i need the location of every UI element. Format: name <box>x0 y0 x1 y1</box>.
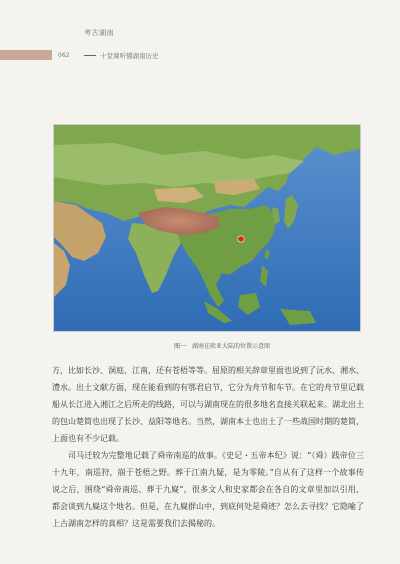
paragraph: 方，比如长沙、洞庭、江南，还有苍梧等等。屈原的相关辞章里面也说到了沅水、湘水、澧水。出土文献方面，现在能看到的有鄂君启节，它分为舟节和车节。在它的舟节里记载船从长江进入湘江之后所走的线路，可以与湖南现在的很多地名直接关联起来。湖北出土的包山楚简也出现了长沙、益阳等地名。当然，湖南本土也出土了一些战国时期的楚简，上面也有不少记载。 <box>52 366 364 443</box>
header-accent-bar <box>0 50 52 60</box>
figure-caption <box>174 341 270 350</box>
body-text <box>52 362 364 532</box>
header-dash <box>84 55 96 56</box>
page-number: 062 <box>58 52 70 59</box>
paragraph: 司马迁较为完整地记载了舜帝南巡的故事。《史记・五帝本纪》说：“（舜）践帝位三十九年，南巡狩，崩于苍梧之野。葬于江南九疑，是为零陵。”自从有了这样一个故事传说之后，围绕“舜帝南巡、葬于九嶷”，很多文人和史家都会在各自的文章里加以引用，都会谈到九嶷这个地名。但是，在九嶷群山中，到底何处是舜迹？怎么去寻找？它隐喻了上古湖南怎样的真相？这是需要我们去揭秘的。 <box>52 451 364 528</box>
section-title: 十堂课听懂湖南历史 <box>100 52 159 60</box>
eurasia-location-map <box>53 124 361 332</box>
book-title: 考古湖南 <box>84 29 114 37</box>
hunan-marker <box>238 236 244 242</box>
figure-label: 图一 <box>174 343 187 350</box>
figure-caption-text: 湖南在欧亚大陆的位置示意图 <box>192 343 271 350</box>
